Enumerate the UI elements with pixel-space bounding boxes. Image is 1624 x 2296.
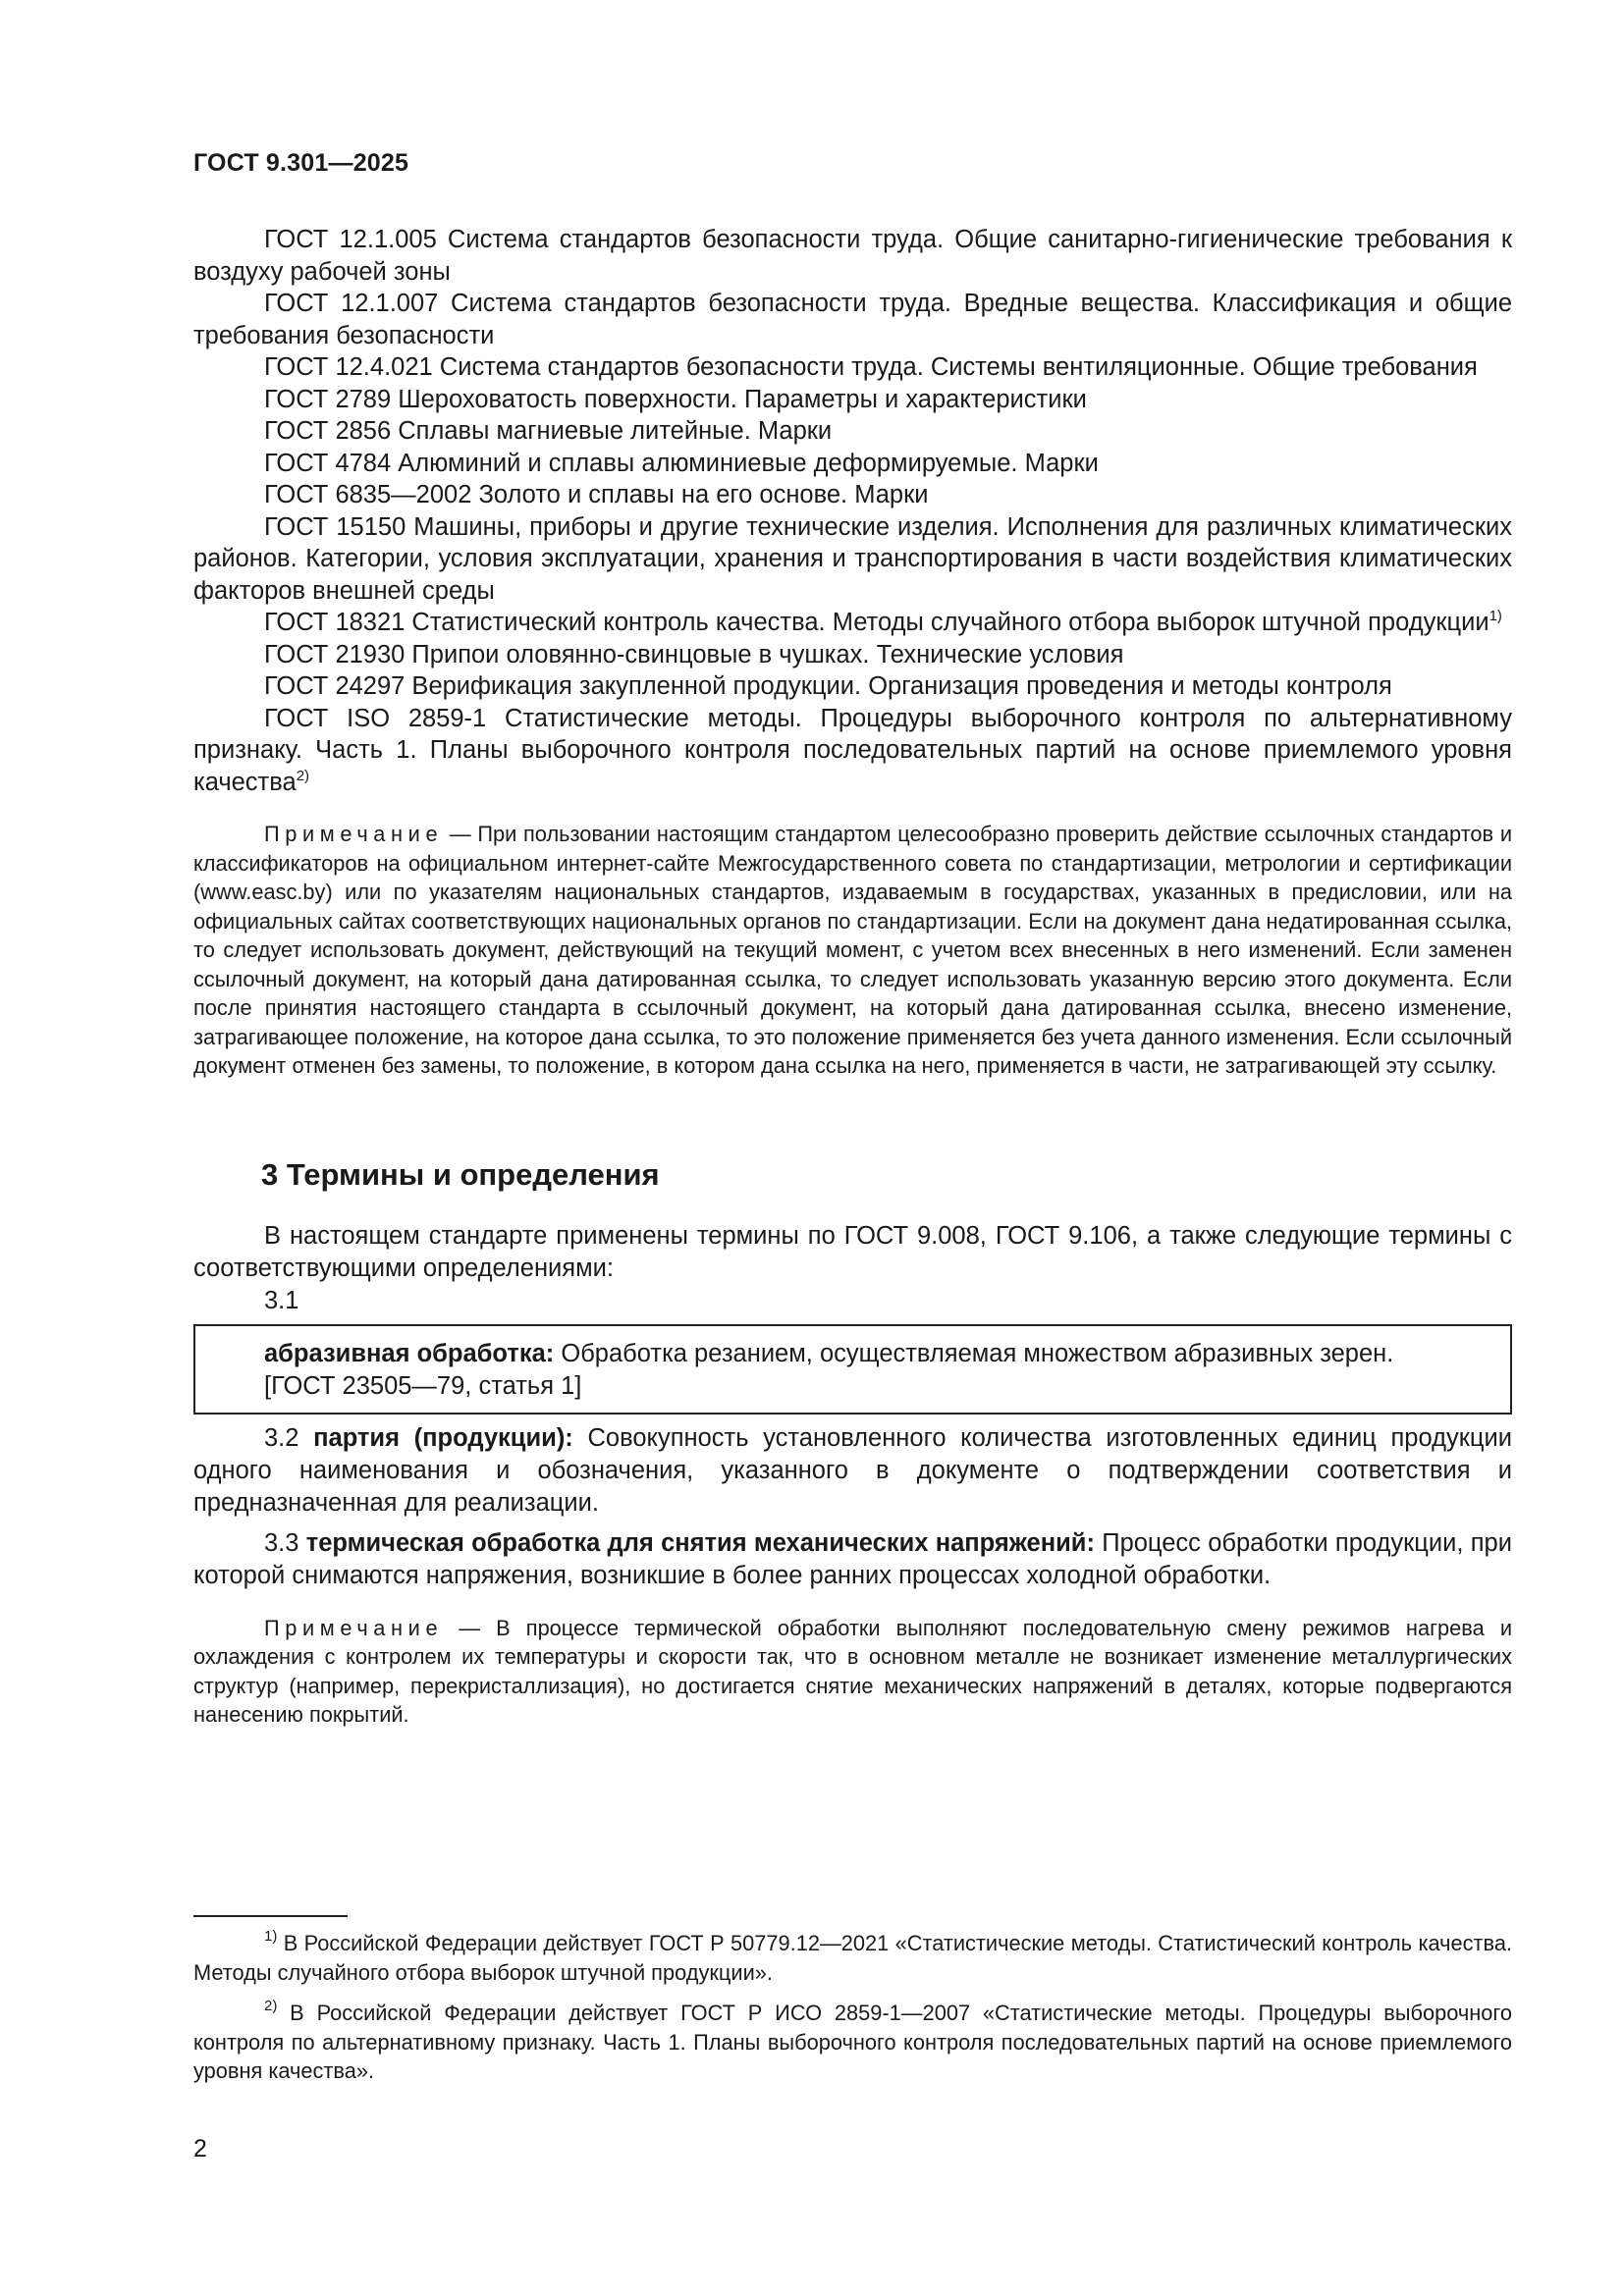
- reference-text: ГОСТ 2789 Шероховатость поверхности. Параметры и характеристики: [264, 385, 1087, 413]
- note-label: Примечание: [264, 822, 444, 846]
- reference-item: [193, 448, 1512, 480]
- term-definition-box: [193, 1324, 1512, 1415]
- term-number: 3.2: [264, 1423, 314, 1452]
- reference-text: ГОСТ 12.1.007 Система стандартов безопасности труда. Вредные вещества. Классификация и общие требования безопасности: [193, 290, 1512, 349]
- footnote-item: [193, 1929, 1512, 1987]
- footnote-ref: 2): [296, 767, 310, 784]
- document-header: ГОСТ 9.301—2025: [193, 149, 409, 177]
- term-entry: [193, 1422, 1512, 1520]
- term-definition: Совокупность установленного количества изготовленных единиц продукции одного наименования и обозначения, указанного в документе о подтверждении соответствия и предназначенная для реализации.: [193, 1423, 1512, 1517]
- term-number: 3.3: [264, 1528, 306, 1557]
- reference-text: ГОСТ ISO 2859-1 Статистические методы. Процедуры выборочного контроля по альтернативному признаку. Часть 1. Планы выборочного контроля последовательных партий на основе приемлемого уровня качества: [193, 704, 1512, 796]
- reference-item: [193, 224, 1512, 288]
- references-note: [193, 820, 1512, 1081]
- term-note: [193, 1614, 1512, 1730]
- reference-text: ГОСТ 2856 Сплавы магниевые литейные. Марки: [264, 417, 833, 445]
- page-number: 2: [193, 2135, 207, 2163]
- section-intro: В настоящем стандарте применены термины по ГОСТ 9.008, ГОСТ 9.106, а также следующие термины с соответствующими определениями:: [193, 1221, 1512, 1282]
- footnote-divider: [193, 1915, 348, 1917]
- reference-text: ГОСТ 4784 Алюминий и сплавы алюминиевые деформируемые. Марки: [264, 449, 1099, 477]
- footnote-text: В Российской Федерации действует ГОСТ Р 50779.12—2021 «Статистические методы. Статистический контроль качества. Методы случайного отбора выборок штучной продукции».: [193, 1931, 1512, 1985]
- reference-text: ГОСТ 15150 Машины, приборы и другие технические изделия. Исполнения для различных климатических районов. Категории, условия эксплуатации, хранения и транспортирования в части воздействия климатических факторов внешней среды: [193, 512, 1512, 605]
- footnote-item: [193, 1999, 1512, 2086]
- note-dash: —: [443, 1615, 497, 1640]
- footnote-text: В Российской Федерации действует ГОСТ Р ИСО 2859-1—2007 «Статистические методы. Процедуры выборочного контроля по альтернативному признаку. Часть 1. Планы выборочного контроля последовательных партий на основе приемлемого уровня качества».: [193, 2001, 1512, 2083]
- reference-text: ГОСТ 21930 Припои оловянно-свинцовые в чушках. Технические условия: [264, 640, 1124, 668]
- term-number: 3.1: [264, 1286, 299, 1314]
- term-definition: Обработка резанием, осуществляемая множеством абразивных зерен.: [554, 1339, 1394, 1367]
- term-entry: [193, 1527, 1512, 1592]
- note-text: При пользовании настоящим стандартом целесообразно проверить действие ссылочных стандартов и классификаторов на официальном интернет-сайте Межгосударственного совета по стандартизации, метрологии и сертификации (www.easc.by) или по указателям национальных стандартов, издаваемым в государствах, указанных в предисловии, или на официальных сайтах соответствующих национальных органов по стандартизации. Если на документ дана недатированная ссылка, то следует использовать документ, действующий на текущий момент, с учетом всех внесенных в него изменений. Если заменен ссылочный документ, на который дана датированная ссылка, то следует использовать указанную версию этого документа. Если после принятия настоящего стандарта в ссылочный документ, на который дана датированная ссылка, внесено изменение, затрагивающее положение, на которое дана ссылка, то это положение применяется без учета данного изменения. Если ссылочный документ отменен без замены, то положение, в котором дана ссылка на него, применяется в части, не затрагивающей эту ссылку.: [193, 822, 1512, 1078]
- section-title: 3 Термины и определения: [261, 1156, 660, 1192]
- footnote-mark: 1): [264, 1928, 278, 1945]
- reference-text: ГОСТ 12.1.005 Система стандартов безопасности труда. Общие санитарно-гигиенические требования к воздуху рабочей зоны: [193, 226, 1512, 286]
- reference-item: [193, 384, 1512, 416]
- reference-text: ГОСТ 12.4.021 Система стандартов безопасности труда. Системы вентиляционные. Общие требования: [264, 353, 1478, 381]
- reference-item: [193, 670, 1512, 703]
- term-source: [ГОСТ 23505—79, статья 1]: [264, 1371, 582, 1400]
- footnote-ref: 1): [1489, 608, 1502, 624]
- reference-item: [193, 479, 1512, 511]
- footnote-mark: 2): [264, 1998, 278, 2014]
- reference-item: [193, 703, 1512, 799]
- page-content: [193, 224, 1512, 1730]
- note-label: Примечание: [264, 1615, 444, 1640]
- reference-item: [193, 607, 1512, 639]
- note-text: В процессе термической обработки выполняют последовательную смену режимов нагрева и охлаждения с контролем их температуры и скорости так, что в основном металле не возникает изменение металлургических структур (например, перекристаллизация), но достигается снятие механических напряжений в деталях, которые подвергаются нанесению покрытий.: [193, 1615, 1512, 1727]
- reference-item: [193, 415, 1512, 448]
- term-definition: Процесс обработки продукции, при которой снимаются напряжения, возникшие в более ранних процессах холодной обработки.: [193, 1528, 1512, 1589]
- reference-item: [193, 511, 1512, 608]
- term-name: термическая обработка для снятия механических напряжений:: [305, 1528, 1095, 1557]
- note-dash: —: [443, 822, 478, 846]
- reference-text: ГОСТ 18321 Статистический контроль качества. Методы случайного отбора выборок штучной продукции: [264, 609, 1489, 636]
- reference-item: [193, 288, 1512, 351]
- reference-item: [193, 639, 1512, 671]
- reference-text: ГОСТ 6835—2002 Золото и сплавы на его основе. Марки: [264, 481, 929, 508]
- footnotes: [193, 1915, 1512, 2098]
- term-name: партия (продукции):: [313, 1423, 573, 1452]
- reference-text: ГОСТ 24297 Верификация закупленной продукции. Организация проведения и методы контроля: [264, 672, 1392, 700]
- term-name: абразивная обработка:: [264, 1339, 555, 1367]
- reference-item: [193, 351, 1512, 384]
- normative-references-list: [193, 224, 1512, 798]
